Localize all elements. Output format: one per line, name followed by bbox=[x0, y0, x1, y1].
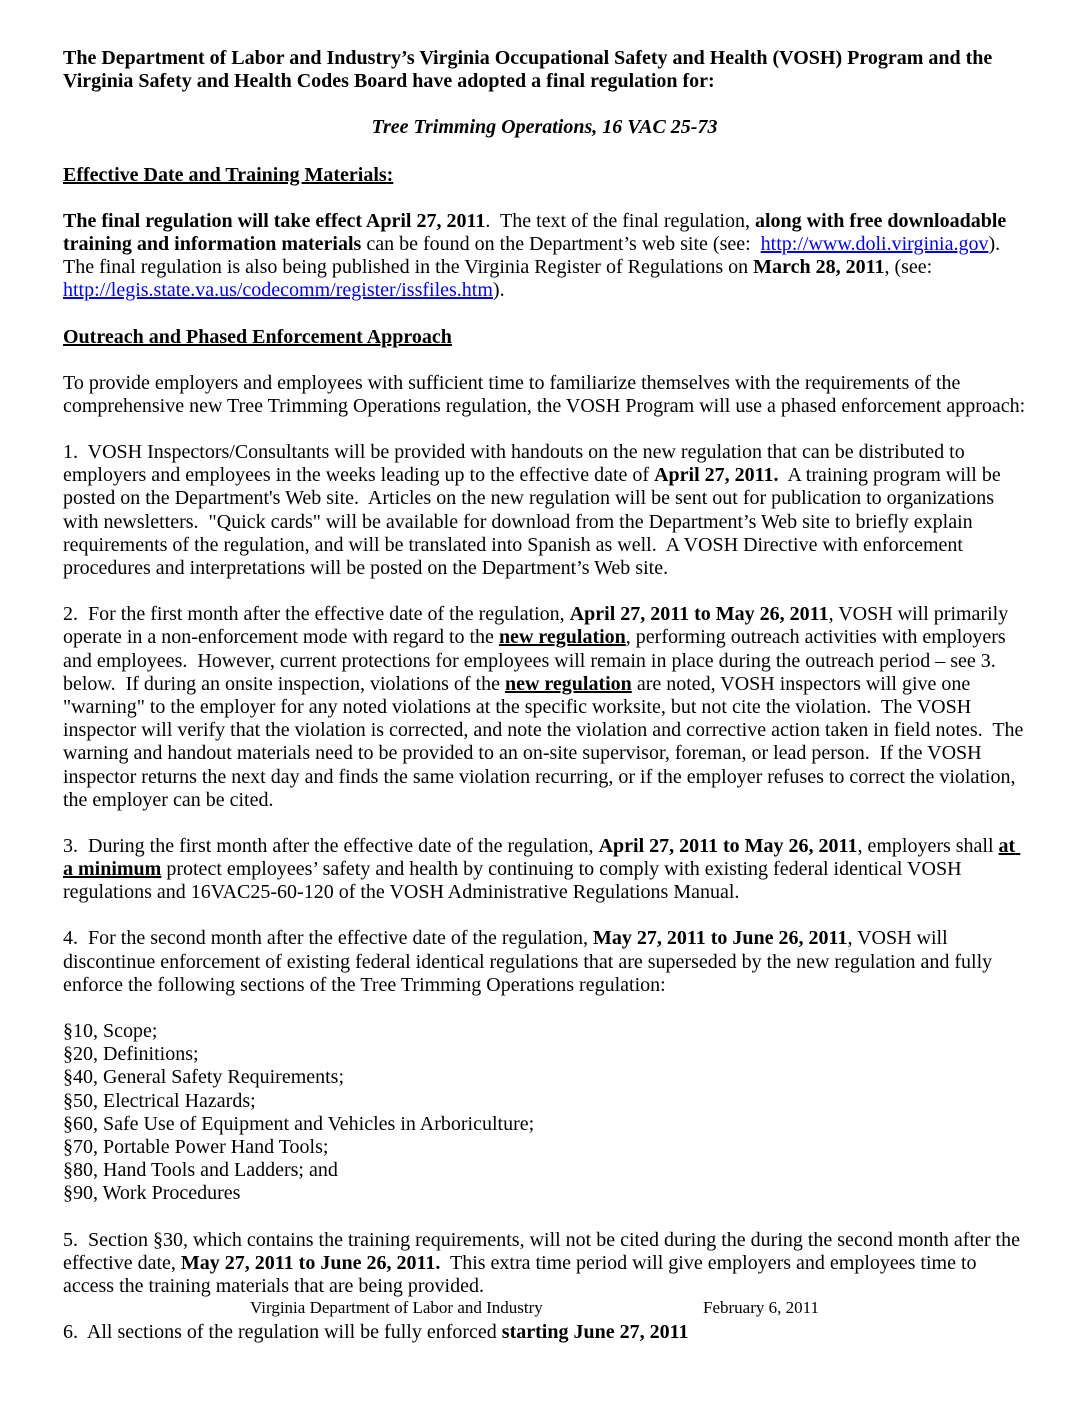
text-run: A training program will be posted on the Department's Web site. Articles on the new regulation will be sent out for publication to organizations with newsletters. "Quick cards" will be available for download from the Department’s Web site to briefly explain requirements of the regulation, and will be translated into Spanish as well. A VOSH Directive with enforcement procedures and interpretations will be posted on the Department’s Web site. bbox=[63, 464, 1006, 579]
text-run: May 27, 2011 to June 26, 2011. bbox=[180, 1251, 441, 1274]
numbered-item-2 bbox=[63, 603, 1029, 812]
numbered-item-1 bbox=[63, 441, 1026, 580]
text-run: new regulation bbox=[498, 626, 626, 649]
section-list-item: §80, Hand Tools and Ladders; and bbox=[63, 1159, 338, 1182]
text-run: April 27, 2011 to May 26, 2011 bbox=[569, 603, 829, 626]
regulation-sections-list bbox=[63, 1020, 1026, 1206]
text-run: April 27, 2011. bbox=[654, 464, 779, 487]
section-list-item: §70, Portable Power Hand Tools; bbox=[63, 1135, 329, 1158]
heading-effective-date-and-training-materials: Effective Date and Training Materials: bbox=[63, 163, 394, 186]
section-list-item: §40, General Safety Requirements; bbox=[63, 1066, 345, 1089]
text-run: The Department of Labor and Industry’s Virginia Occupational Safety and Health (VOSH) Program and the Virginia Safety and Health Codes Board have adopted a final regulation for: bbox=[63, 47, 997, 93]
text-run: are noted, VOSH inspectors will give one "warning" to the employer for any noted violations at the specific worksite, but not cite the violation. The VOSH inspector will verify that the violation is corrected, and note the violation and corrective action taken in field notes. The warning and handout materials need to be provided to an on-site supervisor, foreman, or lead person. If the VOSH inspector returns the next day and finds the same violation recurring, or if the employer refuses to correct the violation, the employer can be cited. bbox=[63, 672, 1029, 811]
text-run: 2. For the first month after the effective date of the regulation, bbox=[63, 603, 570, 626]
text-run: , employers shall bbox=[857, 834, 999, 857]
text-run: , VOSH will discontinue enforcement of existing federal identical regulations that are superseded by the new regulation and fully enforce the following sections of the Tree Trimming Operations regulation: bbox=[63, 927, 998, 996]
text-run: 4. For the second month after the effective date of the regulation, bbox=[63, 927, 593, 950]
text-run: ). The final regulation is also being published in the Virginia Register of Regulations on bbox=[63, 232, 1010, 279]
hyperlink[interactable]: http://www.doli.virginia.gov bbox=[760, 232, 989, 255]
numbered-item-4 bbox=[63, 927, 1026, 997]
text-run: , (see: bbox=[884, 256, 938, 279]
section-list-item: §10, Scope; bbox=[63, 1020, 158, 1042]
paragraph-outreach-intro bbox=[63, 372, 1026, 418]
intro-paragraph bbox=[63, 47, 1026, 93]
text-run: April 27, 2011 to May 26, 2011 bbox=[598, 834, 858, 857]
text-run: protect employees’ safety and health by continuing to comply with existing federal identical VOSH regulations and 16VAC25-60-120 of the VOSH Administrative Regulations Manual. bbox=[63, 858, 967, 904]
section-list-item: §50, Electrical Hazards; bbox=[63, 1089, 256, 1112]
text-run: , performing outreach activities with employers and employees. However, current protections for employees will remain in place during the outreach period – see 3. below. If during an onsite inspection, violations of the bbox=[63, 626, 1011, 695]
section-list-item: §90, Work Procedures bbox=[63, 1182, 241, 1205]
hyperlink[interactable]: http://legis.state.va.us/codecomm/register/issfiles.htm bbox=[63, 279, 493, 302]
text-run: new regulation bbox=[504, 672, 632, 695]
text-run: The final regulation will take effect April 27, 2011 bbox=[63, 209, 486, 232]
text-run: at a minimum bbox=[63, 834, 1021, 881]
footer-date: February 6, 2011 bbox=[703, 1298, 819, 1317]
document-title: Tree Trimming Operations, 16 VAC 25-73 bbox=[371, 116, 718, 139]
paragraph-effective-date bbox=[63, 210, 1026, 303]
text-run: ). bbox=[492, 279, 505, 302]
text-run: May 27, 2011 to June 26, 2011 bbox=[593, 927, 848, 950]
text-run: 1. VOSH Inspectors/Consultants will be provided with handouts on the new regulation that can be distributed to employers and employees in the weeks leading up to the effective date of bbox=[63, 441, 970, 487]
numbered-item-6 bbox=[63, 1321, 1026, 1344]
text-run: starting June 27, 2011 bbox=[501, 1321, 689, 1344]
numbered-item-5 bbox=[63, 1229, 1026, 1299]
text-run: This extra time period will give employers and employees time to access the training materials that are being provided. bbox=[63, 1251, 982, 1297]
section-list-item: §20, Definitions; bbox=[63, 1043, 199, 1066]
text-run: 5. Section §30, which contains the training requirements, will not be cited during the during the second month after the effective date, bbox=[63, 1228, 1025, 1274]
text-run: 3. During the first month after the effective date of the regulation, bbox=[63, 834, 599, 857]
text-run: can be found on the Department’s web site (see: bbox=[361, 232, 761, 255]
section-list-item: §60, Safe Use of Equipment and Vehicles in Arboriculture; bbox=[63, 1112, 535, 1135]
text-run: . The text of the final regulation, bbox=[485, 209, 755, 232]
numbered-item-3 bbox=[63, 835, 1026, 905]
footer-organization: Virginia Department of Labor and Industry bbox=[250, 1298, 543, 1317]
heading-outreach-and-phased-enforcement: Outreach and Phased Enforcement Approach bbox=[63, 325, 452, 348]
text-run: along with free downloadable training and information materials bbox=[63, 209, 1012, 255]
text-run: To provide employers and employees with sufficient time to familiarize themselves with the requirements of the comprehensive new Tree Trimming Operations regulation, the VOSH Program will use a phased enforcement approach: bbox=[63, 371, 1026, 417]
text-run: , VOSH will primarily operate in a non-enforcement mode with regard to the bbox=[63, 603, 1014, 649]
text-run: March 28, 2011 bbox=[753, 256, 885, 279]
text-run: 6. All sections of the regulation will be fully enforced bbox=[63, 1321, 502, 1344]
